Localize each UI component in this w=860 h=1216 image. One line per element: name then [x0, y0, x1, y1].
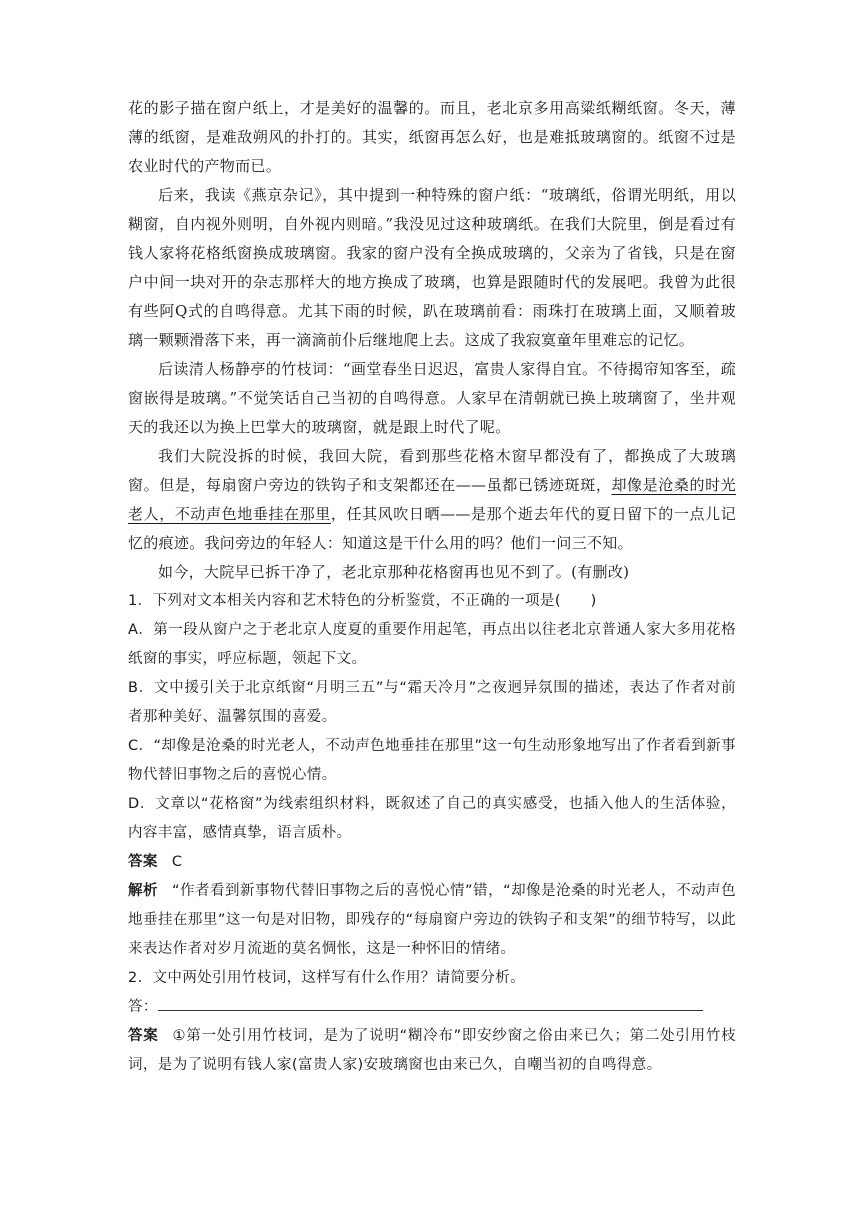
question-1-option-c: C．“却像是沧桑的时光老人，不动声色地垂挂在那里”这一句生动形象地写出了作者看到新事物代替旧事物之后的喜悦心情。 [128, 738, 736, 783]
reply-label: 答： [128, 999, 158, 1015]
underlined-sentence: 却像是沧桑的时光老人，不动声色地垂挂在那里 [128, 476, 736, 523]
answer-label: 答案 [128, 854, 158, 870]
answer-value: C [171, 854, 183, 870]
answer-label: 答案 [128, 1028, 159, 1044]
document-body [128, 94, 736, 1080]
analysis-label: 解析 [128, 883, 159, 899]
passage-paragraph-3: 后读清人杨静亭的竹枝词：“画堂春坐日迟迟，富贵人家得自宜。不待揭帘知客至，疏窗嵌得是玻璃。”不觉笑话自己当初的自鸣得意。人家早在清朝就已换上玻璃窗了，坐井观天的我还以为换上巴掌大的玻璃窗，就是跟上时代了呢。 [128, 360, 736, 436]
answer-blank-line[interactable] [158, 1009, 703, 1011]
paragraph-4-text-b: ，任其风吹日晒——是那个逝去年代的夏日留下的一点儿记忆的痕迹。我问旁边的年轻人：知道这是干什么用的吗？他们一问三不知。 [128, 505, 736, 552]
passage-paragraph-5: 如今，大院早已拆干净了，老北京那种花格窗再也见不到了。(有删改) [158, 563, 630, 581]
passage-paragraph-4 [128, 442, 736, 558]
passage-paragraph-1: 花的影子描在窗户纸上，才是美好的温馨的。而且，老北京多用高粱纸糊纸窗。冬天，薄薄的纸窗，是难敌朔风的扑打的。其实，纸窗再怎么好，也是难抵玻璃窗的。纸窗不过是农业时代的产物而已。 [128, 99, 736, 175]
question-1-option-d: D．文章以“花格窗”为线索组织材料，既叙述了自己的真实感受，也插入他人的生活体验，内容丰富，感情真挚，语言质朴。 [128, 796, 736, 841]
passage-paragraph-2: 后来，我读《燕京杂记》，其中提到一种特殊的窗户纸：“玻璃纸，俗谓光明纸，用以糊窗，自内视外则明，自外视内则暗。”我没见过这种玻璃纸。在我们大院里，倒是看过有钱人家将花格纸窗换成玻璃窗。我家的窗户没有全换成玻璃的，父亲为了省钱，只是在窗户中间一块对开的杂志那样大的地方换成了玻璃，也算是跟随时代的发展吧。我曾为此很有些阿Q式的自鸣得意。尤其下雨的时候，趴在玻璃前看：雨珠打在玻璃上面，又顺着玻璃一颗颗滑落下来，再一滴滴前仆后继地爬上去。这成了我寂寞童年里难忘的记忆。 [128, 186, 736, 349]
question-1-option-b: B．文中援引关于北京纸窗“月明三五”与“霜天冷月”之夜迥异氛围的描述，表达了作者对前者那种美好、温馨氛围的喜爱。 [128, 680, 736, 725]
question-1-option-a: A．第一段从窗户之于老北京人度夏的重要作用起笔，再点出以往老北京普通人家大多用花格纸窗的事实，呼应标题，领起下文。 [128, 622, 736, 667]
answer-text: ①第一处引用竹枝词，是为了说明“糊冷布”即安纱窗之俗由来已久；第二处引用竹枝词，是为了说明有钱人家(富贵人家)安玻璃窗也由来已久，自嘲当初的自鸣得意。 [128, 1028, 736, 1073]
question-2-reply-line [128, 993, 736, 1022]
analysis-text: “作者看到新事物代替旧事物之后的喜悦心情”错，“却像是沧桑的时光老人，不动声色地垂挂在那里”这一句是对旧物，即残存的“每扇窗户旁边的铁钩子和支架”的细节特写，以此来表达作者对岁月流逝的莫名惆怅，这是一种怀旧的情绪。 [128, 883, 736, 957]
question-1-analysis [128, 877, 736, 964]
question-2-stem: 2．文中两处引用竹枝词，这样写有什么作用？请简要分析。 [128, 970, 526, 986]
paragraph-4-text-a: 我们大院没拆的时候，我回大院，看到那些花格木窗早都没有了，都换成了大玻璃窗。但是，每扇窗户旁边的铁钩子和支架都还在——虽都已锈迹斑斑， [128, 447, 736, 494]
question-2-answer [128, 1022, 736, 1080]
question-1-stem: 1．下列对文本相关内容和艺术特色的分析鉴赏，不正确的一项是( ) [128, 593, 597, 609]
question-1-answer [128, 848, 736, 877]
